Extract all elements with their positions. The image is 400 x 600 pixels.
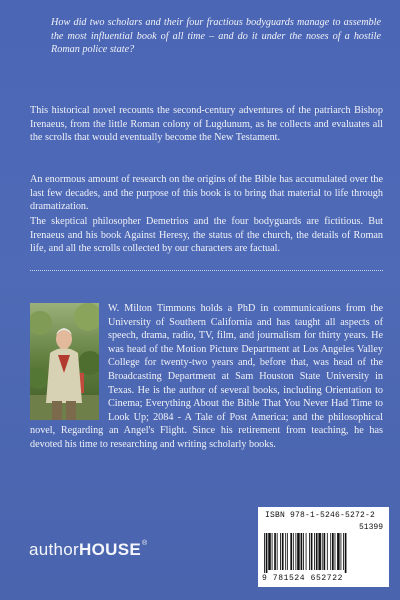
synopsis-paragraph-1: This historical novel recounts the second-century adventures of the patriarch Bishop Irenaeus, from the little Roman colony of Lugdunum, as he collects and evaluates all the scrolls that would eventually become the New Testament. (30, 105, 383, 144)
hook-question: How did two scholars and their four fractious bodyguards manage to assemble the most influential book of all time – and do it under the noses of a hostile Roman police state? (51, 17, 381, 55)
publisher-logo-part1: author (29, 540, 80, 559)
price-code: 51399 (358, 523, 383, 532)
dotted-divider (30, 270, 383, 271)
registered-mark: ® (141, 540, 148, 547)
isbn-barcode (258, 507, 389, 587)
publisher-logo (29, 540, 147, 560)
author-bio (30, 302, 383, 452)
ean-number: 9 781524 652722 (262, 574, 344, 583)
synopsis-paragraph-2: An enormous amount of research on the origins of the Bible has accumulated over the last few decades, and the purpose of this book is to bring that material to life through dramatization. (30, 174, 383, 213)
synopsis-paragraph-3: The skeptical philosopher Demetrios and the four bodyguards are fictitious. But Irenaeus and his book Against Heresy, the status of the church, the details of Roman life, and all the scrolls collected by our characters are factual. (30, 216, 383, 255)
barcode-bars (264, 533, 383, 573)
isbn-text: ISBN 978-1-5246-5272-2 (265, 511, 376, 520)
publisher-logo-part2: HOUSE (79, 540, 141, 559)
author-bio-text: W. Milton Timmons holds a PhD in communications from the University of Southern California and has taught all aspects of speech, drama, radio, TV, film, and journalism for thirty years. He was head of the Motion Picture Department at Los Angeles Valley College for twenty-two years and, before that, was head of the Broadcasting Department at Sam Houston State University in Texas. He is the author of several books, including Orientation to Cinema; Everything About the Bible That You Never Had Time to Look Up; 2084 - A Tale of Post America; and the philosophical novel, Regarding an Angel's Flight. Since his retirement from teaching, he has devoted his time to researching and writing scholarly books. (30, 303, 383, 450)
